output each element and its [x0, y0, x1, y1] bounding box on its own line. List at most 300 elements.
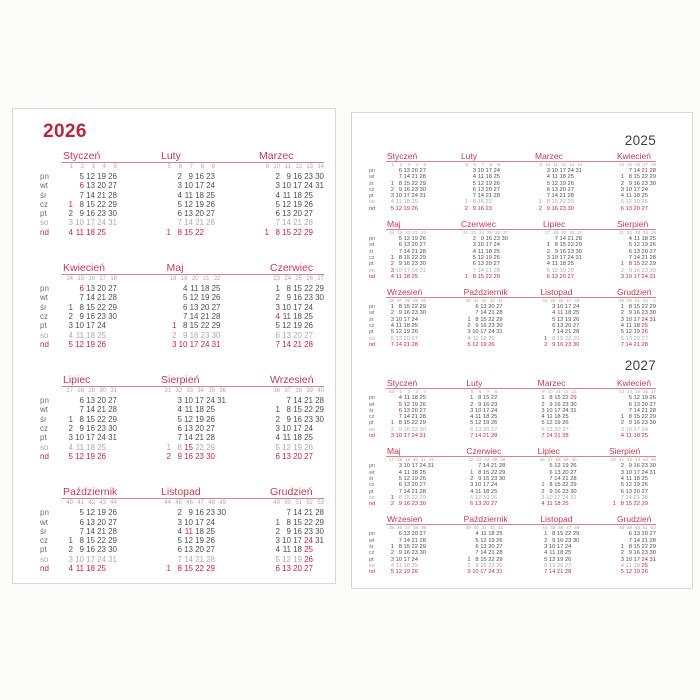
- day-cell: 25: [304, 190, 313, 200]
- day-cell: 18: [195, 190, 204, 200]
- day-cell: 5: [546, 267, 550, 274]
- week-number: 53: [317, 500, 324, 507]
- left-year-label: 2026: [43, 121, 87, 142]
- week-number: 47: [566, 298, 572, 304]
- day-cell: 12: [625, 482, 632, 489]
- weekday-label: pn: [40, 396, 49, 406]
- calendar-grid: [534, 162, 582, 212]
- month-block: [160, 375, 226, 461]
- day-cell: 29: [315, 517, 324, 527]
- day-cell: 4: [390, 273, 394, 280]
- weekday-label: wt: [40, 405, 48, 415]
- day-row: [460, 274, 508, 280]
- day-row: [62, 424, 117, 433]
- day-cell: 28: [490, 433, 498, 440]
- week-numbers-row: [62, 275, 117, 284]
- week-number: 39: [412, 298, 418, 304]
- day-row: [386, 274, 426, 280]
- day-cell: 11: [282, 545, 291, 555]
- day-cell: 13: [477, 261, 484, 268]
- empty-cell: [258, 191, 269, 200]
- day-cell: 1: [538, 199, 542, 206]
- weekday-label: śr: [40, 526, 47, 536]
- day-cell: 9: [478, 401, 482, 408]
- day-cell: 9: [549, 401, 553, 408]
- day-cell: 19: [633, 482, 640, 489]
- day-cell: 8: [620, 501, 624, 508]
- day-cell: 13: [633, 248, 640, 255]
- weekday-label: nd: [369, 569, 376, 576]
- day-cell: 8: [628, 304, 632, 311]
- week-number: 16: [88, 276, 95, 283]
- empty-cell: [204, 228, 215, 237]
- month-name: Styczeń: [63, 150, 101, 162]
- day-cell: 6: [544, 562, 548, 569]
- day-row: [465, 470, 505, 476]
- week-number: 37: [284, 388, 291, 395]
- month-row: [369, 447, 656, 507]
- day-cell: 2: [620, 550, 624, 557]
- day-cell: 8: [286, 405, 291, 415]
- weekday-label: śr: [369, 316, 374, 323]
- day-cell: 15: [633, 261, 640, 268]
- day-row: [62, 191, 117, 200]
- day-cell: 12: [395, 205, 402, 212]
- day-cell: 18: [633, 193, 640, 200]
- day-cell: 26: [304, 199, 313, 209]
- empty-cell: [160, 209, 171, 218]
- day-cell: 21: [562, 475, 569, 482]
- weekday-label: cz: [369, 482, 375, 489]
- week-number: 26: [539, 457, 545, 463]
- week-number: 30: [571, 457, 577, 463]
- day-cell: 28: [649, 407, 656, 414]
- day-cell: 1: [464, 199, 468, 206]
- day-cell: 28: [572, 329, 580, 336]
- day-cell: 29: [641, 501, 648, 508]
- day-cell: 18: [293, 190, 302, 200]
- week-number: 21: [412, 230, 418, 236]
- day-cell: 3: [541, 494, 545, 501]
- day-cell: 2: [541, 401, 545, 408]
- week-number: 24: [484, 457, 490, 463]
- day-cell: 19: [411, 401, 418, 408]
- day-cell: 8: [398, 180, 402, 187]
- day-cell: 2: [472, 236, 476, 243]
- week-number: 8: [200, 164, 204, 170]
- day-cell: 15: [184, 564, 193, 574]
- day-cell: 15: [86, 414, 95, 424]
- day-cell: 16: [482, 475, 490, 482]
- day-cell: 24: [493, 168, 500, 174]
- day-cell: 30: [419, 186, 426, 193]
- day-cell: 28: [570, 475, 577, 482]
- day-cell: 4: [398, 395, 402, 402]
- day-cell: 13: [189, 302, 199, 312]
- week-number: 42: [489, 525, 495, 531]
- day-cell: 24: [411, 556, 418, 563]
- empty-cell: [62, 518, 73, 527]
- week-number: 7: [189, 164, 193, 170]
- day-cell: 1: [541, 482, 545, 489]
- day-cell: 26: [641, 329, 648, 336]
- day-cell: 7: [475, 310, 479, 317]
- empty-cell: [62, 293, 73, 302]
- day-cell: 30: [572, 341, 580, 348]
- empty-cell: [160, 424, 171, 433]
- day-cell: 14: [477, 267, 484, 274]
- day-cell: 13: [86, 396, 95, 406]
- day-cell: 4: [541, 501, 545, 508]
- day-cell: 30: [649, 463, 656, 470]
- month-name: Kwiecień: [63, 262, 106, 275]
- week-number: 37: [404, 525, 410, 531]
- week-number: 22: [213, 276, 221, 283]
- week-number: 25: [492, 457, 498, 463]
- day-cell: 14: [554, 475, 561, 482]
- week-number: 48: [574, 298, 580, 304]
- day-cell: 18: [641, 236, 648, 243]
- day-row: [386, 268, 426, 274]
- week-number: 2: [407, 389, 410, 395]
- day-cell: 1: [620, 543, 624, 550]
- day-row: [463, 329, 503, 335]
- week-number: 15: [634, 389, 640, 395]
- empty-cell: [160, 181, 171, 190]
- calendar-grid: [537, 457, 577, 507]
- day-cell: 27: [419, 407, 426, 414]
- weekday-label: so: [369, 335, 375, 342]
- day-cell: 19: [195, 414, 204, 424]
- day-row: [62, 518, 117, 527]
- day-cell: 9: [552, 537, 556, 544]
- day-cell: 23: [206, 508, 215, 518]
- month-name: Marzec: [535, 151, 563, 161]
- week-number: 33: [634, 230, 640, 236]
- day-cell: 21: [411, 174, 418, 181]
- day-cell: 11: [403, 395, 410, 402]
- month-row: [40, 375, 324, 461]
- day-row: [62, 564, 117, 573]
- day-cell: 12: [625, 569, 632, 576]
- empty-cell: [160, 172, 171, 181]
- day-row: [160, 228, 215, 237]
- week-number: 51: [642, 525, 648, 531]
- day-cell: 5: [177, 536, 182, 546]
- week-number: 45: [550, 298, 556, 304]
- weekday-label: pn: [369, 395, 376, 402]
- day-cell: 19: [293, 199, 302, 209]
- day-cell: 7: [398, 488, 402, 495]
- day-cell: 21: [411, 248, 418, 255]
- week-number: 7: [481, 162, 484, 167]
- day-cell: 19: [562, 463, 569, 470]
- calendar-grid: [608, 457, 656, 507]
- day-cell: 8: [475, 556, 479, 563]
- day-cell: 1: [166, 227, 171, 237]
- day-cell: 13: [551, 186, 558, 193]
- day-cell: 5: [620, 569, 624, 576]
- day-cell: 7: [628, 407, 632, 414]
- day-cell: 5: [79, 172, 84, 181]
- week-number: 14: [66, 276, 73, 283]
- day-cell: 1: [390, 304, 394, 311]
- day-cell: 21: [554, 433, 561, 440]
- weekday-label: pn: [40, 284, 49, 294]
- day-cell: 23: [641, 267, 648, 274]
- day-row: [160, 396, 226, 405]
- day-cell: 13: [403, 482, 410, 489]
- day-cell: 21: [641, 537, 648, 544]
- month-name: Listopad: [161, 486, 201, 499]
- day-cell: 29: [649, 261, 656, 268]
- week-number: 39: [420, 525, 426, 531]
- calendar-grid: [616, 230, 656, 280]
- day-cell: 3: [177, 181, 182, 191]
- day-cell: 22: [641, 261, 648, 268]
- day-row: [616, 181, 656, 187]
- week-number: 14: [576, 162, 582, 167]
- day-row: [269, 433, 324, 442]
- day-cell: 23: [564, 341, 572, 348]
- day-row: [160, 564, 226, 573]
- week-number: 47: [566, 525, 572, 531]
- day-row: [62, 555, 117, 564]
- day-row: [62, 433, 117, 442]
- day-cell: 19: [485, 180, 492, 187]
- day-cell: 15: [559, 242, 566, 249]
- day-row: [269, 452, 324, 461]
- day-row: [539, 336, 579, 342]
- day-cell: 13: [403, 168, 410, 174]
- day-cell: 13: [282, 209, 291, 219]
- day-row: [386, 342, 426, 348]
- day-cell: 6: [79, 181, 84, 191]
- empty-cell: [313, 228, 324, 237]
- day-cell: 22: [195, 564, 204, 574]
- weekday-label: śr: [369, 407, 374, 414]
- day-cell: 11: [625, 475, 632, 482]
- calendar-grid: [258, 163, 324, 237]
- week-number: 30: [568, 230, 574, 236]
- day-cell: 9: [286, 293, 291, 303]
- day-cell: 18: [633, 562, 640, 569]
- day-cell: 28: [419, 174, 426, 181]
- week-number: 21: [202, 276, 210, 283]
- day-cell: 17: [195, 396, 204, 406]
- day-cell: 21: [97, 293, 106, 303]
- day-cell: 11: [625, 323, 632, 330]
- day-cell: 2: [464, 205, 468, 212]
- day-cell: 4: [546, 261, 550, 268]
- day-cell: 12: [282, 199, 291, 209]
- day-cell: 6: [398, 242, 402, 249]
- day-cell: 10: [472, 569, 479, 576]
- day-cell: 10: [625, 469, 632, 476]
- day-row: [166, 331, 221, 340]
- day-cell: 14: [480, 310, 487, 317]
- day-row: [166, 303, 221, 312]
- day-cell: 27: [206, 424, 215, 434]
- day-cell: 18: [293, 311, 302, 321]
- day-cell: 29: [315, 405, 324, 415]
- day-cell: 12: [551, 180, 558, 187]
- day-row: [269, 536, 324, 545]
- week-number: 46: [558, 298, 564, 304]
- day-row: [269, 555, 324, 564]
- day-cell: 21: [488, 550, 495, 557]
- week-number: 34: [197, 388, 204, 395]
- day-cell: 4: [544, 550, 548, 557]
- day-cell: 4: [620, 323, 624, 330]
- day-cell: 29: [498, 469, 506, 476]
- week-number: 32: [175, 388, 182, 395]
- day-cell: 29: [108, 536, 117, 546]
- day-cell: 20: [485, 186, 492, 193]
- day-cell: 10: [282, 181, 291, 191]
- day-cell: 17: [485, 242, 492, 249]
- empty-cell: [160, 545, 171, 554]
- day-cell: 10: [546, 407, 553, 414]
- week-number: 49: [626, 525, 632, 531]
- empty-cell: [648, 433, 656, 439]
- day-cell: 8: [552, 335, 556, 342]
- day-cell: 18: [86, 564, 95, 574]
- day-cell: 4: [398, 469, 402, 476]
- month-name: Luty: [466, 378, 483, 389]
- day-cell: 30: [419, 261, 426, 268]
- day-cell: 17: [559, 254, 566, 261]
- day-cell: 4: [541, 414, 545, 421]
- day-cell: 22: [488, 556, 495, 563]
- day-cell: 31: [496, 569, 503, 576]
- day-cell: 12: [403, 475, 410, 482]
- day-row: [269, 284, 324, 293]
- day-cell: 14: [293, 508, 302, 518]
- day-cell: 28: [419, 414, 426, 421]
- week-number: 18: [388, 230, 394, 236]
- day-cell: 14: [548, 569, 556, 576]
- day-cell: 17: [633, 273, 640, 280]
- day-cell: 2: [390, 426, 394, 433]
- day-cell: 10: [75, 218, 84, 228]
- day-cell: 26: [206, 199, 215, 209]
- month-name: Grudzień: [616, 287, 652, 298]
- day-cell: 31: [570, 494, 577, 501]
- day-cell: 10: [625, 273, 632, 280]
- day-cell: 23: [490, 475, 498, 482]
- week-number: 12: [560, 162, 566, 167]
- day-cell: 13: [546, 426, 553, 433]
- empty-cell: [106, 443, 117, 452]
- day-row: [616, 174, 656, 180]
- day-cell: 5: [398, 236, 402, 243]
- day-cell: 14: [189, 311, 199, 321]
- day-cell: 13: [184, 545, 193, 555]
- day-cell: 21: [567, 236, 574, 243]
- empty-cell: [106, 228, 117, 237]
- day-cell: 16: [633, 267, 640, 274]
- day-row: [258, 218, 324, 227]
- day-cell: 28: [641, 494, 648, 501]
- day-cell: 21: [485, 193, 492, 200]
- day-cell: 22: [567, 242, 574, 249]
- calendar-grid: [542, 230, 582, 280]
- day-row: [537, 395, 577, 401]
- day-row: [62, 312, 117, 321]
- day-cell: 26: [488, 341, 495, 348]
- day-cell: 8: [275, 227, 280, 237]
- day-cell: 11: [75, 564, 84, 574]
- empty-cell: [574, 274, 582, 280]
- week-number: 19: [404, 457, 410, 463]
- day-cell: 26: [419, 401, 426, 408]
- weekday-label: so: [369, 562, 375, 569]
- day-cell: 16: [480, 323, 487, 330]
- day-row: [160, 181, 215, 190]
- day-cell: 29: [206, 442, 215, 452]
- day-cell: 2: [68, 209, 73, 219]
- day-cell: 15: [293, 405, 302, 415]
- day-cell: 7: [177, 433, 182, 443]
- day-cell: 18: [556, 550, 564, 557]
- month-block: [269, 263, 324, 349]
- day-cell: 27: [419, 482, 426, 489]
- week-number: 42: [88, 500, 95, 507]
- day-cell: 9: [79, 545, 84, 555]
- week-number: 4: [102, 164, 106, 170]
- day-cell: 19: [488, 537, 495, 544]
- day-cell: 19: [403, 329, 410, 336]
- day-cell: 3: [177, 396, 182, 406]
- empty-cell: [215, 545, 226, 554]
- day-cell: 8: [177, 227, 182, 237]
- day-cell: 6: [628, 248, 632, 255]
- day-cell: 10: [395, 316, 402, 323]
- calendar-grid: [269, 387, 324, 461]
- day-cell: 9: [398, 261, 402, 268]
- day-cell: 8: [549, 482, 553, 489]
- day-cell: 4: [467, 335, 471, 342]
- weekday-label: śr: [369, 180, 374, 187]
- day-cell: 20: [482, 501, 490, 508]
- day-cell: 4: [68, 227, 73, 237]
- day-cell: 8: [546, 199, 550, 206]
- week-number: 35: [650, 457, 656, 463]
- day-row: [160, 443, 226, 452]
- day-row: [465, 501, 505, 507]
- week-number: 4: [423, 389, 426, 395]
- day-cell: 29: [572, 335, 580, 342]
- day-row: [269, 312, 324, 321]
- weekday-label: pt: [40, 321, 47, 331]
- empty-cell: [313, 564, 324, 573]
- day-cell: 8: [79, 302, 84, 312]
- empty-cell: [62, 527, 73, 536]
- day-row: [386, 501, 434, 507]
- empty-cell: [648, 206, 656, 212]
- day-cell: 14: [184, 218, 193, 228]
- day-cell: 3: [68, 218, 73, 228]
- week-number: 30: [99, 388, 106, 395]
- day-cell: 27: [419, 531, 426, 538]
- day-cell: 11: [480, 531, 487, 538]
- day-cell: 1: [166, 564, 171, 574]
- day-row: [258, 200, 324, 209]
- day-cell: 3: [275, 181, 280, 191]
- day-cell: 26: [641, 569, 648, 576]
- day-cell: 16: [86, 209, 95, 219]
